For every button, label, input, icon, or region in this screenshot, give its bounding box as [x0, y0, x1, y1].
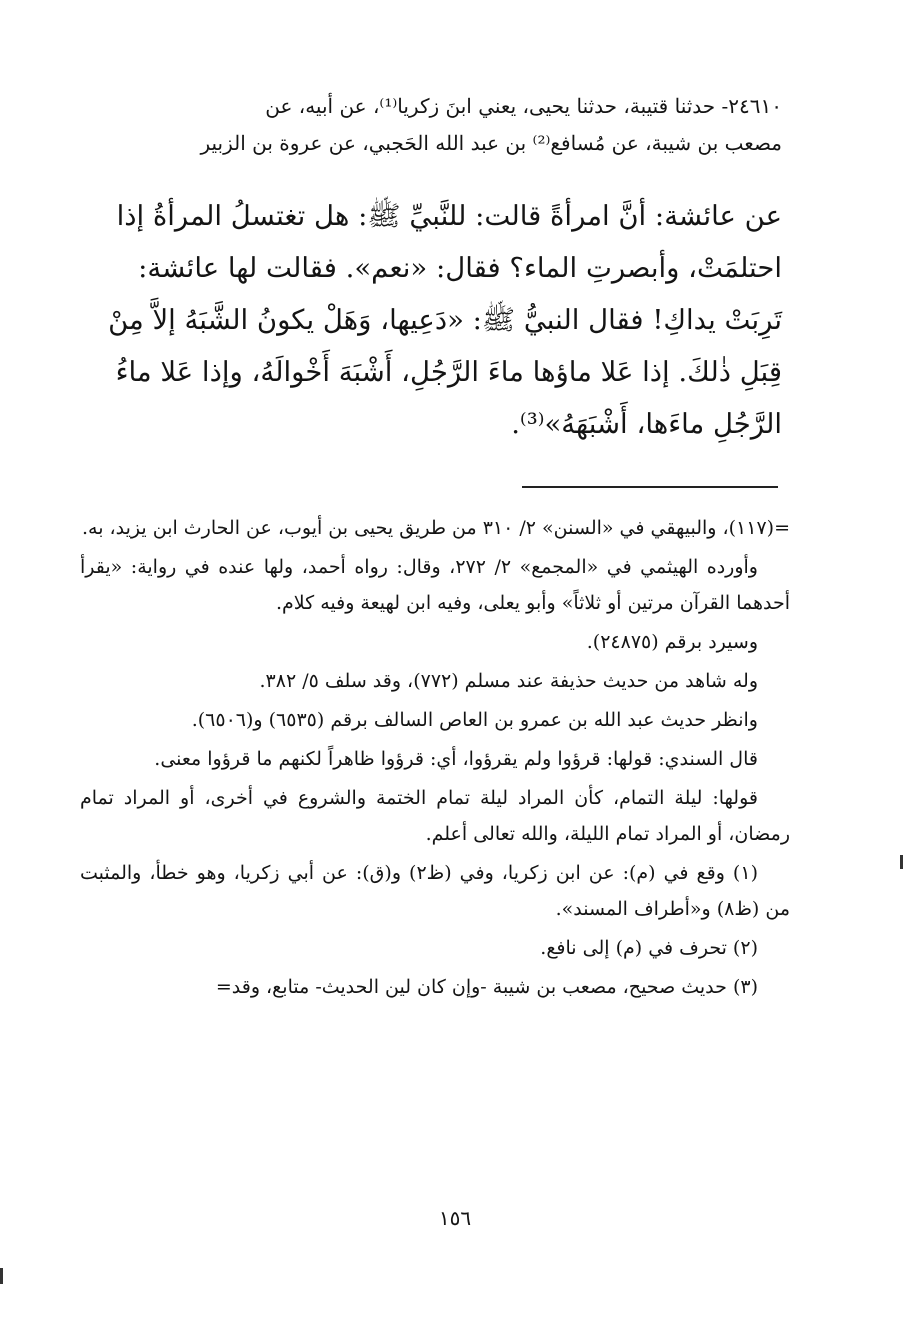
matn-line: قِبَلِ ذٰلكَ. إذا عَلا ماؤها ماءَ الرَّجُلِ، أَشْبَهَ أَخْوالَهُ، وإذا عَلا ماءُ	[115, 356, 782, 388]
footnote-paragraph: وانظر حديث عبد الله بن عمرو بن العاص السالف برقم (٦٥٣٥) و(٦٥٠٦).	[191, 709, 758, 731]
page-number: ١٥٦	[438, 1206, 472, 1230]
footnote-paragraph: قولها: ليلة التمام، كأن المراد ليلة تمام الختمة والشروع في أخرى، أو المراد تمام رمضان، أو المراد تمام الليلة، والله تعالى أعلم.	[80, 787, 790, 845]
footnote-paragraph: وله شاهد من حديث حذيفة عند مسلم (٧٧٢)، وقد سلف ٥/ ٣٨٢.	[259, 670, 758, 692]
footnote-paragraph: قال السندي: قولها: قرؤوا ولم يقرؤوا، أي: قرؤوا ظاهراً لكنهم ما قرؤوا معنى.	[154, 748, 758, 770]
footnote-paragraph: وأورده الهيثمي في «المجمع» ٢/ ٢٧٢، وقال: رواه أحمد، ولها عنده في رواية: «يقرأ أحدهما القرآن مرتين أو ثلاثاً» وأبو يعلى، وفيه ابن لهيعة وفيه كلام.	[80, 556, 790, 614]
scan-edge-mark	[0, 1268, 3, 1284]
matn-line: الرَّجُلِ ماءَها، أَشْبَهَهُ»⁽³⁾.	[511, 408, 782, 440]
matn-line: تَرِبَتْ يداكِ! فقال النبيُّ ﷺ: «دَعِيها، وَهَلْ يكونُ الشَّبَهُ إلاَّ مِنْ	[108, 304, 782, 336]
footnote-paragraph: (١) وقع في (م): عن ابن زكريا، وفي (ظ٢) و(ق): عن أبي زكريا، وهو خطأ، والمثبت من (ظ٨) و«أطراف المسند».	[80, 862, 790, 920]
hadith-matn	[76, 190, 782, 450]
isnad-line: ٢٤٦١٠- حدثنا قتيبة، حدثنا يحيى، يعني ابنَ زكريا⁽¹⁾، عن أبيه، عن	[265, 94, 782, 118]
scan-edge-mark	[900, 855, 903, 869]
isnad-line: مصعب بن شيبة، عن مُسافع⁽²⁾ بن عبد الله الحَجبي، عن عروة بن الزبير	[200, 131, 782, 155]
footnote-paragraph: (٣) حديث صحيح، مصعب بن شيبة -وإن كان لين الحديث- متابع، وقد=	[215, 976, 758, 998]
footnotes	[80, 510, 790, 1008]
footnote-paragraph: وسيرد برقم (٢٤٨٧٥).	[586, 631, 758, 653]
footnote-separator	[522, 486, 778, 488]
hadith-isnad	[80, 88, 782, 162]
matn-line: عن عائشة: أنَّ امرأةً قالت: للنَّبيِّ ﷺ: هل تغتسلُ المرأةُ إذا	[116, 200, 782, 232]
matn-line: احتلمَتْ، وأبصرتِ الماء؟ فقال: «نعم». فقالت لها عائشة:	[138, 252, 782, 284]
footnote-paragraph: =(١١٧)، والبيهقي في «السنن» ٢/ ٣١٠ من طريق يحيى بن أيوب، عن الحارث ابن يزيد، به.	[81, 517, 790, 539]
footnote-paragraph: (٢) تحرف في (م) إلى نافع.	[540, 937, 758, 959]
